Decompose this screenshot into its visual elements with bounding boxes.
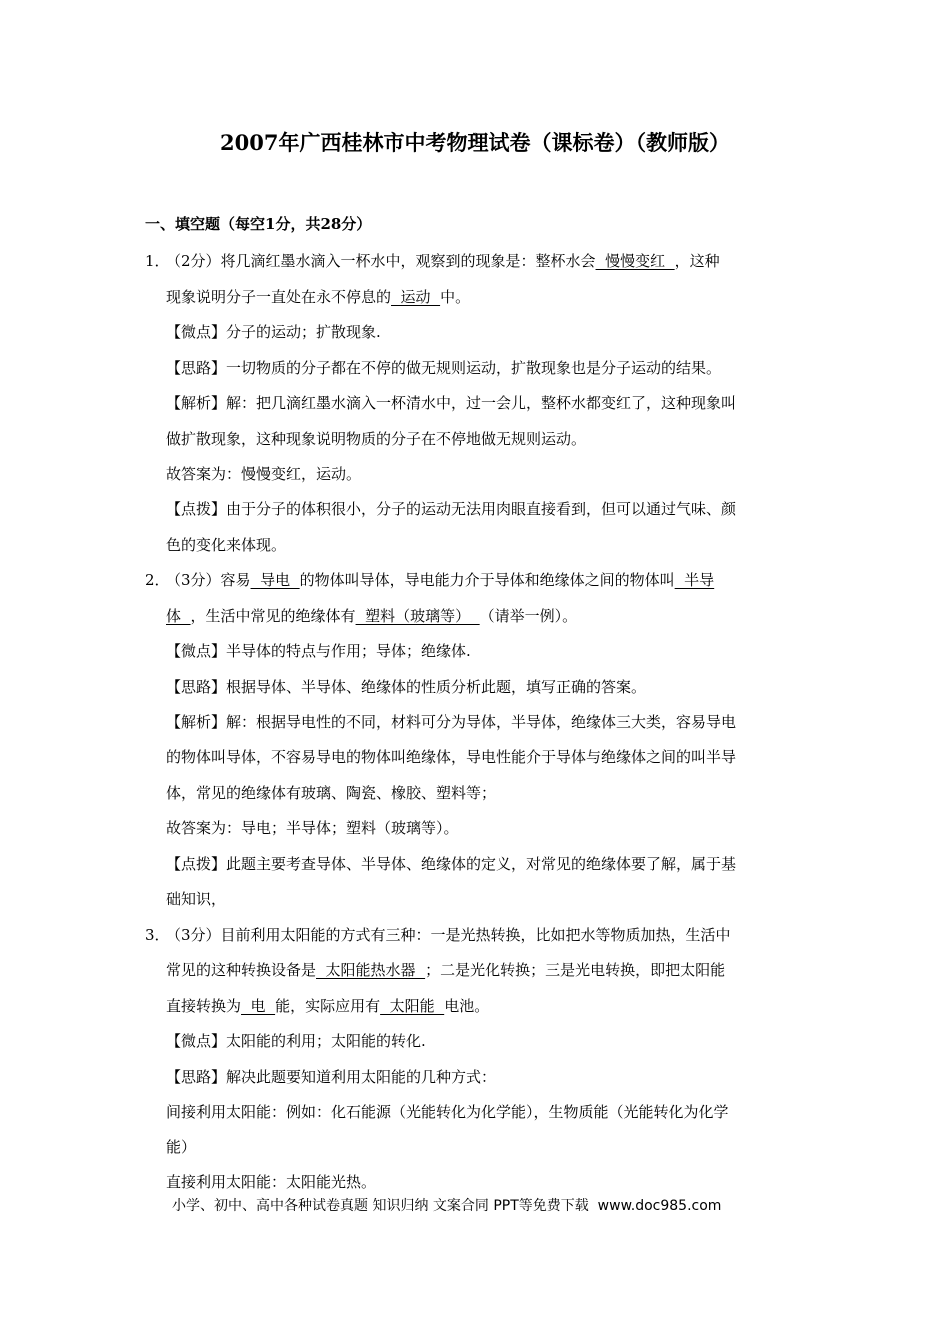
q2-blank-2b: 体	[166, 607, 191, 625]
footer-download-note: 小学、初中、高中各种试卷真题 知识归纳 文案合同 PPT等免费下载 www.doc985.com	[172, 1198, 722, 1214]
question-3-number: 3．	[145, 926, 170, 944]
question-1-number: 1．	[145, 252, 170, 270]
q2-stem-text-b: 的物体叫导体，导电能力介于导体和绝缘体之间的物体叫	[299, 571, 675, 589]
q3-line-2: 能）	[166, 1138, 197, 1156]
question-1-stem-line-1	[166, 249, 720, 273]
q3-stem-text-a: 常见的这种转换设备是	[166, 961, 317, 979]
q1-jiexi-line-1: 【解析】解：把几滴红墨水滴入一杯清水中，过一会儿，整杯水都变红了，这种现象叫	[166, 394, 737, 412]
q1-dianbo-line-2: 色的变化来体现。	[166, 536, 287, 554]
q1-jiexi-line-2: 做扩散现象，这种现象说明物质的分子在不停地做无规则运动。	[166, 430, 587, 448]
q2-blank-2a: 半导	[674, 571, 715, 589]
q1-blank-2: 运动	[391, 288, 441, 306]
q1-blank-1: 慢慢变红	[595, 252, 675, 270]
q1-silu: 【思路】一切物质的分子都在不停的做无规则运动，扩散现象也是分子运动的结果。	[166, 359, 722, 377]
q3-blank-2: 电	[241, 997, 276, 1015]
q1-dianbo-line-1: 【点拨】由于分子的体积很小，分子的运动无法用肉眼直接看到，但可以通过气味、颜	[166, 500, 737, 518]
question-3-stem-line-3	[166, 994, 489, 1018]
q2-dianbo-line-1: 【点拨】此题主要考查导体、半导体、绝缘体的定义，对常见的绝缘体要了解，属于基	[166, 855, 737, 873]
q3-stem-text-b: ；二是光化转换；三是光电转换，即把太阳能	[425, 961, 726, 979]
q2-answer: 故答案为：导电；半导体；塑料（玻璃等）。	[166, 819, 459, 837]
question-3-stem-line-1: （3分）目前利用太阳能的方式有三种：一是光热转换，比如把水等物质加热，生活中	[166, 926, 731, 944]
q2-stem-text-a: （3分）容易	[166, 571, 251, 589]
q2-dianbo-line-2: 础知识，	[166, 890, 227, 908]
document-title: 2007年广西桂林市中考物理试卷（课标卷）（教师版）	[220, 130, 730, 155]
question-2-stem-line-1	[166, 568, 714, 592]
q1-weidian: 【微点】分子的运动；扩散现象.	[166, 323, 381, 341]
q2-silu: 【思路】根据导体、半导体、绝缘体的性质分析此题，填写正确的答案。	[166, 678, 647, 696]
q3-weidian: 【微点】太阳能的利用；太阳能的转化.	[166, 1032, 426, 1050]
q2-blank-1: 导电	[250, 571, 300, 589]
q3-stem-text-d: 能，实际应用有	[275, 997, 381, 1015]
q1-stem-text-b: ，这种	[674, 252, 720, 270]
q3-blank-3: 太阳能	[380, 997, 445, 1015]
q2-jiexi-line-1: 【解析】解：根据导电性的不同，材料可分为导体，半导体，绝缘体三大类，容易导电	[166, 713, 737, 731]
q3-line-1: 间接利用太阳能：例如：化石能源（光能转化为化学能），生物质能（光能转化为化学	[166, 1103, 729, 1121]
q1-stem-text-c: 现象说明分子一直处在永不停息的	[166, 288, 392, 306]
q3-stem-text-c: 直接转换为	[166, 997, 242, 1015]
q3-stem-text-e: 电池。	[444, 997, 490, 1015]
q3-line-3: 直接利用太阳能：太阳能光热。	[166, 1173, 377, 1191]
q2-weidian: 【微点】半导体的特点与作用；导体；绝缘体.	[166, 642, 471, 660]
question-3-stem-line-2	[166, 958, 725, 982]
q1-stem-text-d: 中。	[440, 288, 471, 306]
q2-jiexi-line-2: 的物体叫导体，不容易导电的物体叫绝缘体，导电性能介于导体与绝缘体之间的叫半导	[166, 748, 737, 766]
question-2-stem-line-2	[166, 604, 577, 628]
q1-stem-text-a: （2分）将几滴红墨水滴入一杯水中，观察到的现象是：整杯水会	[166, 252, 596, 270]
q1-answer: 故答案为：慢慢变红，运动。	[166, 465, 362, 483]
q2-blank-3: 塑料（玻璃等）	[355, 607, 480, 625]
q2-stem-text-c: ，生活中常见的绝缘体有	[190, 607, 356, 625]
q2-stem-text-d: （请举一例）。	[479, 607, 578, 625]
q3-silu: 【思路】解决此题要知道利用太阳能的几种方式：	[166, 1068, 497, 1086]
section-heading: 一、填空题（每空1分，共28分）	[145, 215, 372, 233]
question-2-number: 2．	[145, 571, 170, 589]
question-1-stem-line-2	[166, 285, 470, 309]
q2-jiexi-line-3: 体，常见的绝缘体有玻璃、陶瓷、橡胶、塑料等；	[166, 784, 497, 802]
q3-blank-1: 太阳能热水器	[316, 961, 426, 979]
